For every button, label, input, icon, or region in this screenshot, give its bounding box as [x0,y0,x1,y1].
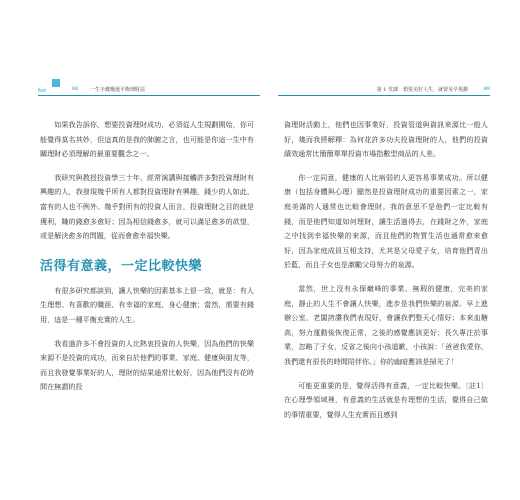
paragraph: 如果我告訴你，想要投資理財成功，必須從人生規劃開始，你可能覺得莫名其妙，但這真的是我的肺腑之言，也可能是你這一生中有關理財必須理解的最重要觀念之一。 [40,120,254,159]
logo-text: Part [38,88,46,93]
book-title: 一生全錢幾運平衡理財法 [90,87,146,93]
logo-square-icon [52,79,60,87]
right-page-number: 89 [483,86,490,92]
right-header-rule [278,95,490,96]
left-page-body [40,118,254,395]
paragraph: 可能更重要的是，覺得活得有意義，一定比較快樂。〔註1〕在心理學領域裡，有意義的生活就是有理想的生活，覺得自己做的事情重要，覺得人生充實而且感到 [284,380,488,419]
part-logo [38,79,68,95]
left-page-number: 88 [72,86,79,92]
chapter-title: 第 1 堂課 想要美好人生，就要及早規劃 [376,87,468,93]
left-header-rule [38,95,260,96]
right-page-header [278,79,490,95]
left-page-header [38,79,260,95]
paragraph: 資理財活動上，他們也因事業好，投資管道與資訊來源比一般人好，幾而我將解釋：為何花許多功夫投資理財的人，他們的投資績效通常比簡簡單單投資市場指數型商品的人差。 [284,120,488,159]
paragraph: 我研究與教授投資學三十年，經常演講與接觸許多對投資理財有興趣的人，我發現幾乎所有人都對投資理財有興趣，錢少的人如此，富有的人也不例外。幾乎對所有的投資人而言，投資理財之目的就是獲利，賺的錢愈多愈好；因為相信錢愈多，就可以滿足愈多的欲望，或是解決愈多的問題，從而會愈幸福快樂。 [40,172,254,241]
paragraph: 當然，世上沒有永保巔峰的事業、無瑕的健康，完美的家庭，靜止的人生不會讓人快樂，進步是我們快樂的泉源。早上進辦公室，老闆誇讚我們表現好，會讓我們整天心情好；本來血糖高，努力運動後恢復正常，之後的感覺應該更好；長久專注於事業，忽略了子女，反省之後向小孩道歉，小孩說：「爸爸我愛你，我們還有很長的時間陪伴你。」你的幽暗應該是掃光了！ [284,283,488,366]
paragraph: 我看過許多不會投資的人比熱衷投資的人快樂，因為他們的快樂來源不是投資的成功，而來自於他們的事業、家庭、健康與朋友等，而且我發覺事業好的人，理財的結果通常比較好，因為他們沒有花時間在無謂的投 [40,338,254,392]
right-page-body [284,118,488,422]
paragraph: 有很多研究都談到，讓人快樂的因素基本上很一致，就是：有人生理想、有喜歡的職涯、有幸福的家庭、身心健康；當然，需要有錢用，這是一種平衡充實的人生。 [40,285,254,324]
section-title: 活得有意義，一定比較快樂 [40,258,203,274]
paragraph: 你一定同意，健康的人比病弱的人更容易事業成功。所以健康（包括身體與心理）顯然是投資理財成功的重要因素之一，家庭美滿的人通常也比較會理財。我的意思不是他們一定比較有錢，而是他們知道如何理財，讓生活過得去，在錢財之外，家庭之中找到幸福快樂的來源，而且他們的物質生活也通常愈來愈好，因為家庭成員互相支持，尤其是父母愛子女，培育他們青出於藍，而且子女也是激勵父母努力的泉源。 [284,172,488,270]
